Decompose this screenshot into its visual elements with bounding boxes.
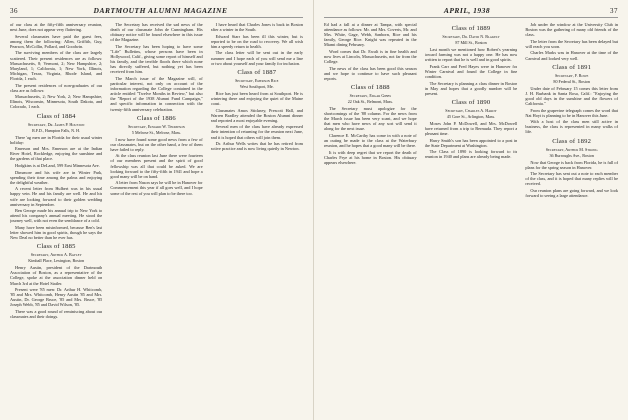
paragraph: The Secretary has sent out a note to each member of the class, and it is hoped that many replies will be received.: [525, 171, 619, 187]
class-secretary: Secretary, Dr. James P. Houston: [27, 121, 85, 127]
right-columns: [324, 22, 618, 420]
paragraph: Moses John P. McDowell, and Mrs. McDowell have returned from a trip to Bermuda. They report a pleasant time.: [424, 120, 518, 137]
class-heading: Class of 1884: [36, 112, 76, 120]
paragraph: A recent letter from Hulbert was in his usual happy vein. He and his family are well. He and his wife are looking forward to their golden wedding anniversary in September.: [10, 186, 103, 207]
class-secretary: Secretary, Emerson Rice: [235, 77, 279, 83]
class-address: 36 Burroughs Ave., Boston: [549, 152, 594, 158]
class-heading: Class of 1889: [451, 25, 491, 32]
column: [525, 22, 618, 420]
class-secretary: Secretary, Charles A. Hardy: [445, 107, 497, 113]
paragraph: of our class at the fifty-fifth anniversary reunion, next June, does not appear very flattering.: [10, 22, 103, 33]
paragraph: Ed had a fall at a dinner at Tampa, with special attendance as follows: Mr. and Mrs. Coveris, Mr. and Mrs. White, Gage, Webb, Sanborn, Rice and his family, George Rice. Knight was repeated in the Miami dining February.: [324, 22, 417, 48]
class-secretary: Secretary, Edgar Gibbs: [349, 93, 392, 99]
column: [425, 22, 518, 420]
column: [10, 22, 102, 420]
paragraph: The present residences of non-graduates of our class are as follows:: [10, 82, 103, 93]
paragraph: Classmates Amos Stickney, Prescott Hall, and Warren Bradley attended the Boston Alumni dinner and reported a most enjoyable evening.: [210, 107, 303, 123]
paragraph: The Secretary must apologize for the shortcomings of the '88 column. For the news from the March issue has been very scant, and we hope that men who have news of any sort will send it along for the next issue.: [324, 106, 417, 132]
class-secretary: Secretary, F. Rowe: [555, 72, 589, 78]
paragraph: Edward Starr has been ill this winter, but is reported to be on the road to recovery. We all wish him a speedy return to health.: [210, 33, 303, 49]
paragraph: The Secretary has received the sad news of the death of our classmate John de Cunningham. His obituary notice will be found elsewhere in this issue of the Magazine.: [110, 22, 203, 43]
paragraph: There was a good round of reminiscing about our classmates and their doings.: [10, 309, 103, 320]
paragraph: Clarence E. McCarthy has come in with a note of an outing he made to the class at the Waterbury reunion, and he hopes that a good many will be there.: [324, 133, 417, 149]
paragraph: Present were '85 men: Dr. Arthur H. Whitcomb, '85 and Mrs. Whitcomb, Henry Austin '85 and Mrs. Austin, Dr. George Bruce, '85 and Mrs. Bruce, '85 Joseph Webb, '85 and David Wilson, '85.: [10, 287, 103, 308]
class-address: 22 Oak St., Belmont, Mass.: [347, 99, 393, 105]
paragraph: Last month we mentioned how Robert's yearning toward farming was not a happy one. He has now written to report that he is well and in good spirits.: [424, 47, 518, 63]
running-title: APRIL, 1938: [443, 6, 491, 15]
class-heading: Class of 1891: [552, 63, 592, 71]
paragraph: Several men of the class have already expressed their intention of returning for the reunion next June, and it is hoped that others will join them.: [210, 124, 303, 140]
class-heading: Class of 1892: [552, 137, 592, 145]
paragraph: Massachusetts, 2; New York, 2; New Hampshire, Illinois, Wisconsin, Minnesota, South Dakota, and Colorado, 1 each.: [10, 94, 103, 110]
paragraph: Harry Smith's son has been appointed to a post in the State Department at Washington.: [424, 137, 518, 148]
class-address: R.F.D., Hampton Falls, N. H.: [32, 127, 81, 133]
class-address: 45 Gore St., Arlington, Mass.: [446, 113, 496, 119]
page-number: 37: [610, 7, 618, 15]
left-columns: [10, 22, 303, 420]
paragraph: With a host of the class men still active in business, the class is represented in many walks of life.: [525, 119, 619, 135]
paragraph: The surviving members of the class are largely scattered. Their present residences are as follows: Massachusetts, 8; Vermont, 2; New Hampshire, 2; Maryland, 1; California, 1; New York, Illinois, Michigan, Texas, Virginia, Rhode Island, and Florida, 1 each.: [10, 50, 103, 81]
class-secretary: Secretary, Arthur A. Bayley: [30, 252, 82, 258]
paragraph: Many have been misinformed, because Ben's last letter showed him in good spirits, though he says the New Deal no better than he ever has.: [10, 225, 103, 241]
paragraph: The class letter will be sent out in the early summer and I hope each of you will send me a line or two about yourself and your family for inclusion.: [210, 50, 303, 66]
paragraph: The news of the class has been good this season and we hope to continue to have such pleasant reports.: [324, 65, 417, 81]
paragraph: I have heard that Charles Jones is back in Boston after a winter in the South.: [210, 22, 303, 33]
paragraph: Ben George made his annual trip to New York to attend his company's annual meeting. He stood the journey well, with not even the semblance of a cold.: [10, 208, 103, 224]
class-secretary: Secretary, Arthur M. Strong: [545, 146, 598, 152]
right-page: [314, 0, 628, 420]
paragraph: Charles Marks was in Hanover at the time of the Carnival and looked very well.: [525, 50, 619, 61]
class-secretary: Secretary, Edward W. Thompson: [128, 123, 185, 129]
class-heading: Class of 1888: [350, 84, 390, 92]
paragraph: The Class of 1890 is looking forward to its reunion in 1940 and plans are already being made.: [424, 149, 518, 160]
page-number: 36: [10, 7, 18, 15]
class-address: West Southport, Me.: [239, 83, 274, 89]
paragraph: The Secretary is planning a class dinner in Boston in May and hopes that a goodly number will be present.: [424, 80, 518, 96]
paragraph: From the grapevine telegraph comes the word that Nat Hoyt is planning to be in Hanover this June.: [525, 107, 619, 118]
paragraph: Hodgkins is at DeLand, 599 East Minnesota Ave.: [15, 162, 100, 168]
class-address: 87 Mill St., Boston: [455, 40, 487, 45]
paragraph: The March issue of the Magazine will, of particular interest, not only on account of the information regarding the College contained in the article entitled "Twelve Months in Review," but also the "Report of the 1938 Alumni Fund Campaign," and specific information in connection with the twenty-fifth anniversary celebration.: [110, 75, 203, 112]
column: [324, 22, 417, 420]
paragraph: Dinsmore and his wife are in Winter Park, spending their time among the palms and enjoying the delightful weather.: [10, 169, 103, 185]
column: [211, 22, 303, 420]
class-address: 80 Federal St., Boston: [553, 78, 590, 84]
class-heading: Class of 1886: [137, 114, 176, 122]
paragraph: Rice has just been heard from at Southport. He is wintering there and enjoying the quiet of the Maine coast.: [210, 90, 303, 106]
class-heading: Class of 1885: [36, 243, 76, 251]
paragraph: The letter from the Secretary has been delayed but will reach you soon.: [525, 38, 619, 49]
paragraph: It is with deep regret that we report the death of Charles Frye at his home in Boston. His obituary appears elsewhere.: [324, 149, 417, 165]
paragraph: I now have found some good news from a few of our classmates, but on the other hand, a few of them have failed to reply.: [110, 136, 203, 152]
paragraph: Word comes that Dr. Ewalt is in fine health and now lives at Lincoln, Massachusetts, not far from the College.: [324, 48, 417, 65]
paragraph: Emerson and Mrs. Emerson are at the Indian River Hotel, Rockledge, enjoying the sunshine and the gardens of that place.: [10, 146, 103, 162]
right-running-head: [324, 6, 618, 18]
paragraph: Frank Carr and Fred Hayes were in Hanover for Winter Carnival and found the College in fine condition.: [424, 63, 518, 79]
paragraph: At the class reunion last June there were fourteen of our members present and the spirit of good fellowship was all that could be asked. We are looking forward to the fifty-fifth in 1941 and hope a good many will be on hand.: [110, 153, 203, 179]
paragraph: Under date of February 15 comes this letter from J. H. Burbank in Santa Rosa, Calif.: "Enjoying the good old days in the sunshine and the flowers of California.": [525, 85, 619, 106]
paragraph: Dr. Arthur Wells writes that he has retired from active practice and is now living quietly in Newton.: [210, 141, 303, 152]
class-secretary: Secretary, Dr. David N. Blakely: [442, 34, 500, 39]
paragraph: Several classmates have paid the guest fees, among them the following: Allen, Griffith, Guy, Pearson, McCollin, Pollard, and Goodwin.: [10, 33, 103, 49]
class-heading: Class of 1890: [451, 98, 491, 106]
paragraph: Job under the window at the University Club in Boston was the gathering of many old friends of the class.: [525, 22, 619, 38]
paragraph: Henry Austin, president of the Dartmouth Association of Boston, as a representative of the College, spoke at the association dinner held on March 3rd at the Hotel Statler.: [10, 265, 103, 286]
class-heading: Class of 1887: [237, 68, 277, 76]
left-running-head: [10, 6, 303, 18]
paragraph: Now that George is back from Florida, he is full of plans for the spring season in Hanover.: [525, 159, 619, 170]
paragraph: A letter from Nason says he will be in Hanover for Commencement this year if all goes well, and I hope some of the rest of you will plan to be there too.: [110, 180, 203, 196]
column: [110, 22, 202, 420]
paragraph: There 'ag men are in Florida for their usual winter holiday:: [10, 134, 103, 145]
paragraph: The Secretary has been hoping to have some "Life" Bulletins, whose persons have been in Hollywood, Calif., giving some report of himself and his family, and the terrible floods there which none has directly suffered, but nothing yet has been received from him.: [110, 43, 203, 75]
class-address: Kimball Place, Lexington, Boston: [28, 258, 85, 264]
class-address: 5 Melrose St., Melrose, Mass.: [131, 129, 182, 135]
running-title: DARTMOUTH ALUMNI MAGAZINE: [93, 6, 228, 15]
paragraph: Our reunion plans are going forward, and we look forward to seeing a large attendance.: [525, 187, 619, 199]
